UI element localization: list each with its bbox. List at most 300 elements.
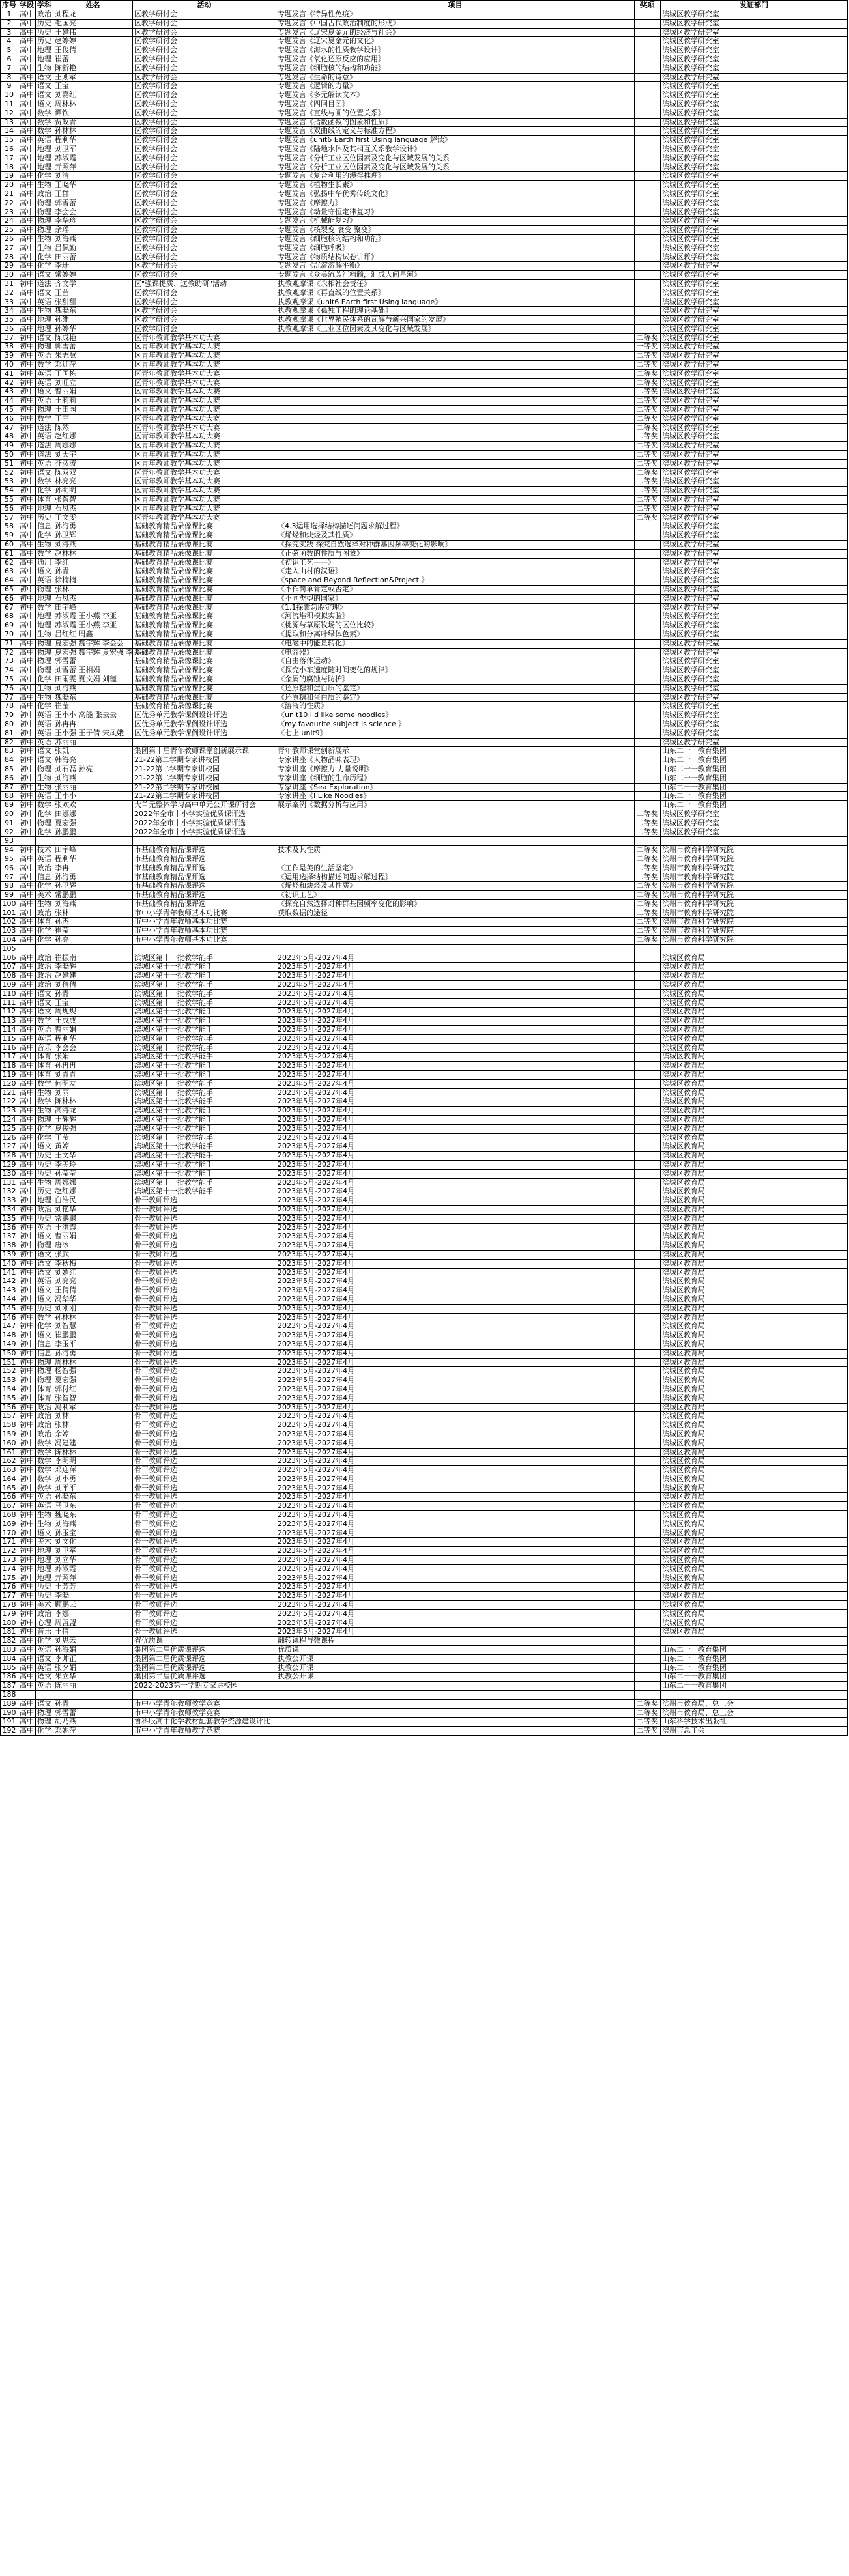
cell-name: 杨智强: [53, 1367, 133, 1376]
cell-award: [635, 1511, 661, 1520]
cell-seq: 15: [1, 136, 18, 145]
cell-dept: 滨城区教学研究室: [661, 352, 848, 361]
table-row: [1, 55, 848, 64]
cell-project: 2023年5月-2027年4月: [276, 998, 635, 1008]
cell-award: [635, 972, 661, 981]
cell-name: 孙玉宝: [53, 1529, 133, 1538]
cell-award: [635, 190, 661, 199]
cell-name: 陈成艳: [53, 333, 133, 343]
cell-name: 李美玲: [53, 1161, 133, 1170]
cell-name: 刘智慧: [53, 1322, 133, 1331]
cell-seq: 59: [1, 531, 18, 541]
cell-stage: 高中: [18, 954, 36, 963]
cell-name: 崔莹: [53, 927, 133, 936]
table-row: [1, 1592, 848, 1601]
cell-award: [635, 100, 661, 109]
table-row: [1, 586, 848, 595]
cell-subject: 数学: [36, 1484, 53, 1493]
table-row: [1, 1152, 848, 1161]
cell-award: [635, 109, 661, 118]
cell-subject: 语文: [36, 1259, 53, 1268]
cell-stage: 高中: [18, 1008, 36, 1017]
cell-activity: 骨干教师评选: [133, 1232, 276, 1241]
cell-stage: 高中: [18, 531, 36, 541]
cell-dept: 滨城区教学研究室: [661, 657, 848, 666]
cell-stage: 初中: [18, 1529, 36, 1538]
cell-award: 二等奖: [635, 873, 661, 882]
cell-stage: 高中: [18, 1718, 36, 1727]
cell-seq: 64: [1, 576, 18, 586]
cell-subject: 数学: [36, 109, 53, 118]
table-row: [1, 1547, 848, 1556]
cell-project: 2023年5月-2027年4月: [276, 1331, 635, 1340]
cell-award: [635, 1619, 661, 1628]
cell-subject: 道法: [36, 423, 53, 432]
cell-seq: 83: [1, 747, 18, 756]
cell-seq: 117: [1, 1053, 18, 1062]
cell-activity: 骨干教师评选: [133, 1493, 276, 1502]
cell-award: [635, 747, 661, 756]
cell-activity: 区教学研讨会: [133, 91, 276, 100]
table-row: [1, 1349, 848, 1358]
cell-activity: 滨城区第十一批教学能手: [133, 972, 276, 981]
cell-activity: 区青年教师教学基本功大赛: [133, 451, 276, 460]
cell-activity: 基础教育精品录像课比赛: [133, 567, 276, 576]
cell-stage: 高中: [18, 639, 36, 648]
cell-subject: 语文: [36, 73, 53, 82]
cell-activity: 滨城区第十一批教学能手: [133, 1097, 276, 1107]
table-row: [1, 487, 848, 496]
cell-name: 朱立华: [53, 1673, 133, 1682]
cell-dept: 滨城区教学研究室: [661, 504, 848, 513]
cell-name: 王莹: [53, 1133, 133, 1142]
cell-award: [635, 1421, 661, 1430]
cell-award: [635, 1493, 661, 1502]
cell-award: 二等奖: [635, 864, 661, 873]
cell-name: 王莉莉: [53, 397, 133, 406]
cell-project: 专题发言《中国古代政治制度的形成》: [276, 19, 635, 28]
cell-subject: 数学: [36, 603, 53, 612]
table-row: [1, 513, 848, 522]
cell-project: 2023年5月-2027年4月: [276, 1619, 635, 1628]
cell-dept: 滨城区教学研究室: [661, 271, 848, 280]
cell-name: 李明明: [53, 1457, 133, 1466]
cell-name: 吕红红 周鑫: [53, 630, 133, 639]
cell-dept: 滨州市教育局、总工会: [661, 1708, 848, 1718]
cell-seq: 80: [1, 720, 18, 729]
cell-activity: 2022年全市中小学实验优质课评选: [133, 819, 276, 828]
cell-dept: 滨城区教育局: [661, 1286, 848, 1295]
cell-award: [635, 73, 661, 82]
cell-project: 2023年5月-2027年4月: [276, 1520, 635, 1529]
cell-subject: 英语: [36, 1493, 53, 1502]
cell-activity: 区青年教师教学基本功大赛: [133, 361, 276, 370]
cell-project: 2023年5月-2027年4月: [276, 1250, 635, 1259]
cell-seq: 115: [1, 1034, 18, 1043]
cell-award: [635, 307, 661, 316]
cell-subject: 物理: [36, 639, 53, 648]
cell-dept: 滨州市教育科学研究院: [661, 936, 848, 945]
cell-activity: 区青年教师教学基本功大赛: [133, 343, 276, 352]
cell-stage: 高中: [18, 1663, 36, 1673]
cell-project: 《金属的腐蚀与防护》: [276, 675, 635, 684]
cell-activity: 区教学研讨会: [133, 271, 276, 280]
cell-seq: 138: [1, 1241, 18, 1251]
table-row: [1, 226, 848, 235]
table-row: [1, 1026, 848, 1035]
cell-stage: 高中: [18, 549, 36, 558]
table-row: [1, 864, 848, 873]
cell-stage: 高中: [18, 244, 36, 253]
cell-dept: 滨城区教育局: [661, 1313, 848, 1322]
cell-dept: 滨城区教学研究室: [661, 136, 848, 145]
cell-dept: 滨城区教学研究室: [661, 127, 848, 136]
header-project: 项目: [276, 1, 635, 10]
cell-seq: 130: [1, 1169, 18, 1178]
cell-stage: 初中: [18, 774, 36, 783]
cell-stage: 高中: [18, 1043, 36, 1053]
cell-stage: 高中: [18, 234, 36, 244]
cell-subject: 语文: [36, 756, 53, 765]
cell-stage: 初中: [18, 1601, 36, 1610]
cell-project: 2023年5月-2027年4月: [276, 1403, 635, 1412]
cell-seq: 174: [1, 1564, 18, 1574]
cell-award: [635, 91, 661, 100]
cell-activity: 骨干教师评选: [133, 1538, 276, 1547]
table-row: [1, 172, 848, 181]
cell-project: 2023年5月-2027年4月: [276, 1071, 635, 1080]
cell-seq: 19: [1, 172, 18, 181]
cell-seq: 156: [1, 1403, 18, 1412]
cell-project: 《走入山村的汉语》: [276, 567, 635, 576]
cell-activity: 市中小学青年教师基本功比赛: [133, 918, 276, 927]
cell-seq: 13: [1, 118, 18, 127]
cell-activity: 骨干教师评选: [133, 1313, 276, 1322]
cell-subject: 美术: [36, 1601, 53, 1610]
table-row: [1, 882, 848, 891]
cell-project: 《初识工艺——》: [276, 558, 635, 567]
cell-seq: 2: [1, 19, 18, 28]
table-row: [1, 1520, 848, 1529]
cell-seq: 161: [1, 1448, 18, 1457]
cell-dept: 滨城区教育局: [661, 1034, 848, 1043]
cell-name: 刘媚红: [53, 1268, 133, 1277]
cell-activity: 区青年教师教学基本功大赛: [133, 406, 276, 415]
cell-stage: 初中: [18, 451, 36, 460]
cell-project: 2023年5月-2027年4月: [276, 1142, 635, 1152]
cell-project: 《不作简单肯定或否定》: [276, 586, 635, 595]
cell-stage: 高中: [18, 666, 36, 675]
cell-project: 专题发言《弘扬中华优秀传统文化》: [276, 190, 635, 199]
cell-activity: 基础教育精品录像课比赛: [133, 684, 276, 693]
table-row: [1, 1008, 848, 1017]
cell-award: [635, 594, 661, 603]
cell-dept: [661, 1637, 848, 1646]
cell-stage: 高中: [18, 1097, 36, 1107]
cell-seq: 48: [1, 432, 18, 442]
cell-project: [276, 423, 635, 432]
cell-seq: 177: [1, 1592, 18, 1601]
cell-dept: 滨城区教学研究室: [661, 109, 848, 118]
cell-dept: 滨州市教育科学研究院: [661, 927, 848, 936]
cell-dept: 滨城区教学研究室: [661, 459, 848, 468]
cell-award: 一等奖: [635, 343, 661, 352]
cell-seq: 68: [1, 612, 18, 621]
cell-seq: 7: [1, 64, 18, 73]
table-row: [1, 289, 848, 298]
table-row: [1, 702, 848, 711]
cell-stage: 初中: [18, 1250, 36, 1259]
cell-dept: 滨城区教育局: [661, 1178, 848, 1187]
cell-project: 2023年5月-2027年4月: [276, 1053, 635, 1062]
cell-project: [276, 369, 635, 378]
cell-name: 刘艳华: [53, 1205, 133, 1214]
cell-subject: 英语: [36, 1034, 53, 1043]
table-row: [1, 253, 848, 262]
cell-project: 专家讲座《摩擦力 力量说明》: [276, 765, 635, 774]
cell-name: 孙晓东: [53, 1493, 133, 1502]
cell-stage: 初中: [18, 1295, 36, 1304]
cell-seq: 141: [1, 1268, 18, 1277]
cell-activity: 市中小学青年教师基本功比赛: [133, 909, 276, 918]
table-row: [1, 1637, 848, 1646]
cell-project: 2023年5月-2027年4月: [276, 1169, 635, 1178]
cell-dept: 滨城区教学研究室: [661, 10, 848, 20]
cell-activity: 市中小学青年教师教学竞赛: [133, 1708, 276, 1718]
cell-stage: 初中: [18, 1538, 36, 1547]
cell-stage: 初中: [18, 442, 36, 451]
cell-project: 专家讲座《人物品味表现》: [276, 756, 635, 765]
cell-project: 2023年5月-2027年4月: [276, 1556, 635, 1565]
cell-activity: 区教学研讨会: [133, 118, 276, 127]
cell-seq: 147: [1, 1322, 18, 1331]
cell-seq: 119: [1, 1071, 18, 1080]
cell-activity: 骨干教师评选: [133, 1223, 276, 1232]
cell-seq: 181: [1, 1628, 18, 1637]
cell-award: [635, 19, 661, 28]
cell-stage: 高中: [18, 307, 36, 316]
cell-project: [276, 378, 635, 388]
cell-project: [276, 468, 635, 477]
cell-project: 2023年5月-2027年4月: [276, 1026, 635, 1035]
cell-stage: 高中: [18, 46, 36, 55]
cell-activity: 区教学研讨会: [133, 55, 276, 64]
cell-name: 孙莹莹: [53, 1169, 133, 1178]
cell-seq: 103: [1, 927, 18, 936]
cell-name: 刘丽: [53, 1088, 133, 1097]
cell-subject: 政治: [36, 972, 53, 981]
cell-seq: 95: [1, 855, 18, 864]
cell-dept: 滨城区教育局: [661, 1385, 848, 1394]
cell-name: 李秋梅: [53, 1259, 133, 1268]
cell-seq: 63: [1, 567, 18, 576]
cell-dept: 滨城区教学研究室: [661, 684, 848, 693]
cell-award: [635, 28, 661, 37]
cell-dept: 滨城区教学研究室: [661, 244, 848, 253]
cell-activity: 骨干教师评选: [133, 1358, 276, 1367]
cell-subject: 政治: [36, 981, 53, 990]
cell-seq: 62: [1, 558, 18, 567]
cell-activity: 滨城区第十一批教学能手: [133, 1161, 276, 1170]
cell-seq: 90: [1, 810, 18, 819]
cell-seq: 28: [1, 253, 18, 262]
cell-award: 二等奖: [635, 333, 661, 343]
table-row: [1, 1304, 848, 1313]
cell-activity: 骨干教师评选: [133, 1250, 276, 1259]
table-row: [1, 73, 848, 82]
cell-name: 崔莹: [53, 702, 133, 711]
cell-dept: 滨州市教育科学研究院: [661, 891, 848, 900]
cell-activity: 区教学研讨会: [133, 145, 276, 154]
cell-seq: 182: [1, 1637, 18, 1646]
cell-name: 谭钦: [53, 109, 133, 118]
table-row: [1, 576, 848, 586]
cell-name: 王群: [53, 190, 133, 199]
cell-name: 张夕娟: [53, 1663, 133, 1673]
cell-award: [635, 82, 661, 91]
cell-stage: 初中: [18, 729, 36, 738]
cell-name: 刘程龙: [53, 10, 133, 20]
table-row: [1, 1718, 848, 1727]
cell-name: 夏宏强: [53, 819, 133, 828]
cell-seq: 24: [1, 217, 18, 226]
cell-seq: 170: [1, 1529, 18, 1538]
cell-activity: 骨干教师评选: [133, 1439, 276, 1448]
cell-seq: 75: [1, 675, 18, 684]
cell-dept: 滨城区教学研究室: [661, 666, 848, 675]
cell-subject: 化学: [36, 675, 53, 684]
cell-award: [635, 792, 661, 801]
cell-project: 《电磁中的能量转化》: [276, 639, 635, 648]
cell-dept: 滨城区教学研究室: [661, 720, 848, 729]
cell-stage: 高中: [18, 1178, 36, 1187]
cell-name: 刘文化: [53, 1538, 133, 1547]
cell-name: 王倩倩: [53, 1286, 133, 1295]
cell-project: 2023年5月-2027年4月: [276, 1349, 635, 1358]
table-row: [1, 1313, 848, 1322]
cell-activity: 市基础教育精品课评选: [133, 846, 276, 855]
cell-dept: 滨城区教育局: [661, 1133, 848, 1142]
cell-stage: 高中: [18, 324, 36, 333]
cell-dept: 滨州市教育科学研究院: [661, 899, 848, 909]
cell-subject: 英语: [36, 136, 53, 145]
cell-dept: 滨城区教育局: [661, 1340, 848, 1349]
cell-name: 李珊: [53, 262, 133, 271]
cell-seq: 145: [1, 1304, 18, 1313]
cell-activity: 骨干教师评选: [133, 1259, 276, 1268]
cell-dept: 山东二十一教育集团: [661, 1654, 848, 1663]
cell-name: 魏晓东: [53, 693, 133, 702]
cell-name: 田丽蕾: [53, 253, 133, 262]
cell-name: 张娟: [53, 1053, 133, 1062]
cell-award: [635, 1358, 661, 1367]
cell-stage: 高中: [18, 271, 36, 280]
cell-subject: 化学: [36, 1727, 53, 1736]
cell-seq: 32: [1, 289, 18, 298]
cell-activity: 滨城区第十一批教学能手: [133, 1124, 276, 1133]
cell-project: 2023年5月-2027年4月: [276, 1502, 635, 1511]
cell-activity: 区教学研讨会: [133, 154, 276, 163]
cell-seq: 142: [1, 1277, 18, 1286]
cell-project: 《工作是美的生活坚定》: [276, 864, 635, 873]
table-row: [1, 1699, 848, 1708]
cell-award: [635, 262, 661, 271]
cell-name: 苏淑霞 王小燕 李亚: [53, 612, 133, 621]
cell-seq: 37: [1, 333, 18, 343]
cell-activity: 21-22第二学期专家讲校园: [133, 774, 276, 783]
cell-subject: 英语: [36, 1502, 53, 1511]
table-row: [1, 46, 848, 55]
cell-seq: 189: [1, 1699, 18, 1708]
cell-activity: 区教学研讨会: [133, 19, 276, 28]
cell-dept: 滨城区教学研究室: [661, 693, 848, 702]
cell-name: 刘海燕: [53, 1520, 133, 1529]
cell-activity: 市中小学青年教师基本功比赛: [133, 927, 276, 936]
cell-name: 陈双双: [53, 468, 133, 477]
cell-subject: [36, 944, 53, 954]
cell-name: 齐文学: [53, 279, 133, 289]
cell-project: 2023年5月-2027年4月: [276, 1304, 635, 1313]
table-row: [1, 378, 848, 388]
cell-dept: 滨城区教学研究室: [661, 603, 848, 612]
cell-seq: 40: [1, 361, 18, 370]
cell-award: [635, 1475, 661, 1484]
table-row: [1, 522, 848, 531]
cell-activity: 基础教育精品录像课比赛: [133, 531, 276, 541]
cell-project: 执教观摩课《孤独工程的理论基础》: [276, 307, 635, 316]
cell-activity: 滨城区第十一批教学能手: [133, 954, 276, 963]
cell-stage: 初中: [18, 1466, 36, 1475]
cell-project: 专题发言《分析工业区位因素及变化与区域发展的关系: [276, 163, 635, 172]
table-row: [1, 1583, 848, 1592]
cell-activity: 区教学研讨会: [133, 46, 276, 55]
cell-stage: 高中: [18, 190, 36, 199]
cell-award: [635, 1654, 661, 1663]
cell-dept: 滨城区教学研究室: [661, 234, 848, 244]
cell-award: [635, 657, 661, 666]
table-row: [1, 909, 848, 918]
cell-name: 苏丽丽: [53, 738, 133, 747]
cell-subject: 化学: [36, 936, 53, 945]
cell-name: 李冉: [53, 864, 133, 873]
cell-name: 余婷: [53, 1430, 133, 1439]
cell-project: [276, 451, 635, 460]
cell-project: 2023年5月-2027年4月: [276, 1592, 635, 1601]
cell-seq: 74: [1, 666, 18, 675]
cell-dept: 滨城区教学研究室: [661, 64, 848, 73]
cell-name: 田娜娜: [53, 810, 133, 819]
cell-activity: 基础教育精品录像课比赛: [133, 657, 276, 666]
cell-stage: 高中: [18, 1187, 36, 1196]
cell-activity: 滨城区第十一批教学能手: [133, 981, 276, 990]
cell-name: 孙海娟: [53, 1646, 133, 1655]
cell-project: 2023年5月-2027年4月: [276, 1376, 635, 1385]
cell-stage: 初中: [18, 1574, 36, 1583]
cell-name: 程利华: [53, 136, 133, 145]
cell-dept: 滨城区教育局: [661, 1107, 848, 1116]
cell-subject: 语文: [36, 1286, 53, 1295]
cell-subject: 语文: [36, 1295, 53, 1304]
cell-activity: 区教学研讨会: [133, 289, 276, 298]
cell-dept: 滨城区教育局: [661, 1124, 848, 1133]
cell-stage: 初中: [18, 477, 36, 487]
cell-name: 刘旺立: [53, 378, 133, 388]
cell-project: 2023年5月-2027年4月: [276, 1412, 635, 1421]
table-row: [1, 927, 848, 936]
cell-award: [635, 1062, 661, 1071]
cell-seq: 26: [1, 234, 18, 244]
cell-dept: 滨州市教育局、总工会: [661, 1699, 848, 1708]
